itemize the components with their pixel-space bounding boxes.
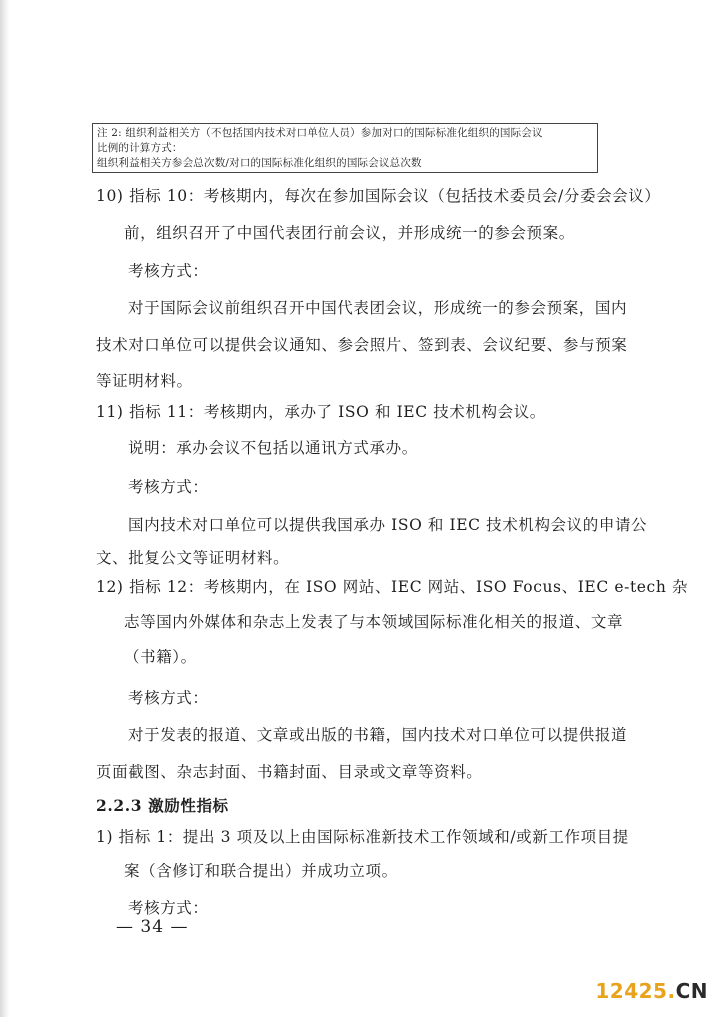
watermark-number: 12425 xyxy=(595,979,668,1003)
item12-title: 12) 指标 12：考核期内，在 ISO 网站、IEC 网站、ISO Focus、IEC e-tech 杂 xyxy=(96,578,689,596)
item11-title: 11) 指标 11：考核期内，承办了 ISO 和 IEC 技术机构会议。 xyxy=(96,403,546,421)
incentive1-method-label: 考核方式： xyxy=(128,899,209,917)
item12-desc-2: 页面截图、杂志封面、书籍封面、目录或文章等资料。 xyxy=(96,763,483,781)
incentive1-title-cont: 案（含修订和联合提出）并成功立项。 xyxy=(124,862,398,880)
item10-method-label: 考核方式： xyxy=(128,262,209,280)
watermark-suffix: CN xyxy=(675,979,708,1003)
page-number: — 34 — xyxy=(116,917,189,937)
page-edge xyxy=(0,0,10,1017)
item12-title-cont-2: （书籍）。 xyxy=(124,648,197,666)
item11-method-label: 考核方式： xyxy=(128,478,209,496)
note-line-3: 组织利益相关方参会总次数/对口的国际标准化组织的国际会议总次数 xyxy=(97,157,422,169)
item10-desc-2: 技术对口单位可以提供会议通知、参会照片、签到表、会议纪要、参与预案 xyxy=(96,336,628,354)
site-watermark xyxy=(595,979,708,1003)
note-box xyxy=(92,123,598,173)
incentive1-title: 1) 指标 1：提出 3 项及以上由国际标准新技术工作领域和/或新工作项目提 xyxy=(96,828,629,846)
item10-desc-3: 等证明材料。 xyxy=(96,372,193,390)
item10-desc-1: 对于国际会议前组织召开中国代表团会议，形成统一的参会预案，国内 xyxy=(128,299,628,317)
note-line-1: 注 2: 组织利益相关方（不包括国内技术对口单位人员）参加对口的国际标准化组织的国际会议 xyxy=(97,127,543,139)
item11-desc-1: 国内技术对口单位可以提供我国承办 ISO 和 IEC 技术机构会议的申请公 xyxy=(128,516,648,534)
item12-method-label: 考核方式： xyxy=(128,689,209,707)
item10-title-cont: 前，组织召开了中国代表团行前会议，并形成统一的参会预案。 xyxy=(124,224,575,242)
note-line-2: 比例的计算方式： xyxy=(97,142,183,154)
section-heading: 2.2.3 激励性指标 xyxy=(96,796,229,815)
item11-desc-2: 文、批复公文等证明材料。 xyxy=(96,549,290,567)
item11-note: 说明：承办会议不包括以通讯方式承办。 xyxy=(128,439,418,457)
item10-title: 10) 指标 10：考核期内，每次在参加国际会议（包括技术委员会/分委会会议） xyxy=(96,187,661,205)
item12-title-cont: 志等国内外媒体和杂志上发表了与本领域国际标准化相关的报道、文章 xyxy=(124,613,624,631)
item12-desc-1: 对于发表的报道、文章或出版的书籍，国内技术对口单位可以提供报道 xyxy=(128,726,628,744)
watermark-dot: . xyxy=(667,979,676,1003)
